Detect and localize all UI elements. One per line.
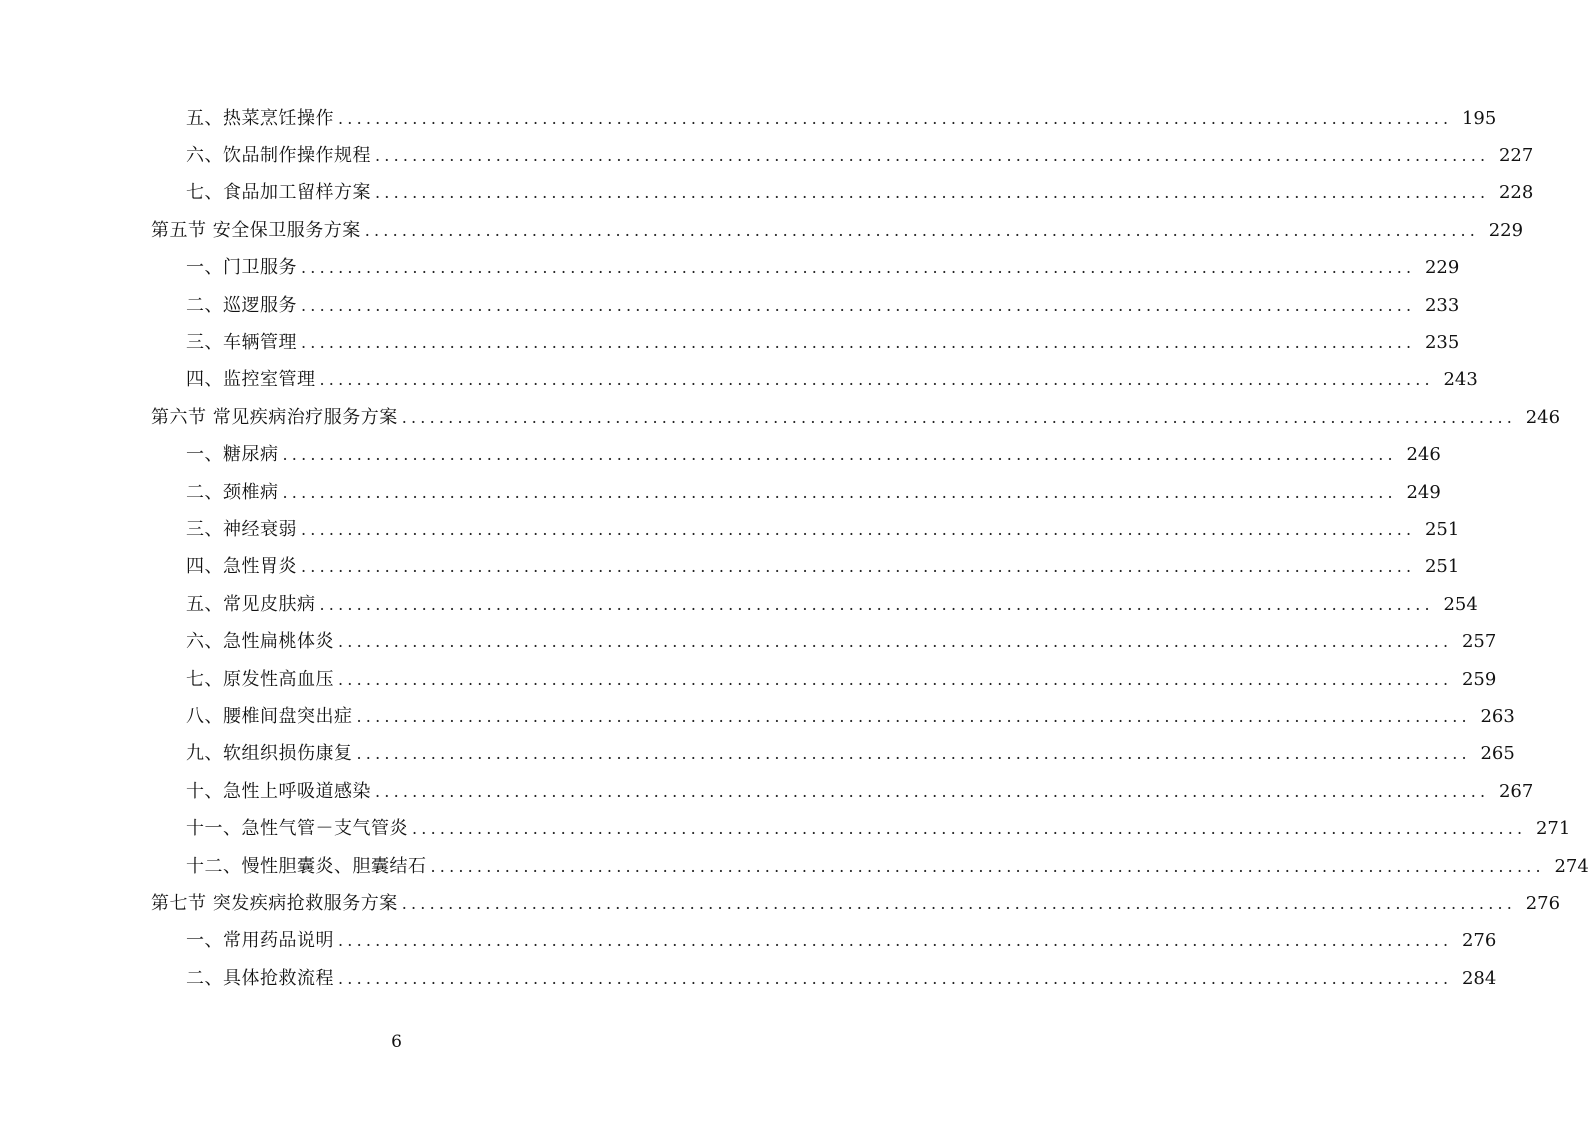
toc-entry-page: 259 <box>1461 668 1497 690</box>
toc-dot-leader: ........................................................................................................................ <box>301 333 1416 353</box>
toc-subsection-entry[interactable] <box>0 960 1497 997</box>
toc-entry-page: 276 <box>1461 930 1497 952</box>
toc-dot-leader: ........................................................................................................................ <box>375 146 1490 166</box>
toc-subsection-entry[interactable] <box>0 698 1515 735</box>
toc-entry-page: 276 <box>1525 892 1561 914</box>
toc-dot-leader: ........................................................................................................................ <box>364 220 1480 240</box>
toc-dot-leader: ........................................................................................................................ <box>375 781 1490 801</box>
toc-dot-leader: ........................................................................................................................ <box>319 594 1434 614</box>
toc-entry-page: 251 <box>1424 556 1460 578</box>
toc-entry-title: 七、食品加工留样方案 <box>186 182 371 204</box>
toc-entry-title: 十、急性上呼吸道感染 <box>186 780 371 802</box>
toc-subsection-entry[interactable] <box>0 250 1460 287</box>
toc-section-entry[interactable] <box>0 885 1561 922</box>
toc-entry-title: 三、神经衰弱 <box>186 518 297 540</box>
toc-entry-page: 243 <box>1443 369 1478 391</box>
toc-entry-title: 第六节 常见疾病治疗服务方案 <box>151 406 398 428</box>
toc-entry-title: 第五节 安全保卫服务方案 <box>151 219 361 241</box>
toc-entry-page: 235 <box>1424 332 1460 354</box>
toc-entry-title: 五、热菜烹饪操作 <box>186 107 334 129</box>
toc-subsection-entry[interactable] <box>0 549 1460 586</box>
toc-dot-leader: ........................................................................................................................ <box>301 519 1416 539</box>
toc-entry-title: 一、糖尿病 <box>186 444 279 466</box>
toc-entry-title: 六、急性扁桃体炎 <box>186 631 334 653</box>
toc-entry-title: 四、急性胃炎 <box>186 556 297 578</box>
toc-entry-page: 229 <box>1488 219 1524 241</box>
toc-subsection-entry[interactable] <box>0 923 1497 960</box>
toc-entry-title: 第七节 突发疾病抢救服务方案 <box>151 892 398 914</box>
toc-subsection-entry[interactable] <box>0 661 1497 698</box>
toc-dot-leader: ........................................................................................................................ <box>282 445 1397 465</box>
toc-entry-page: 246 <box>1525 406 1561 428</box>
toc-dot-leader: ........................................................................................................................ <box>301 295 1416 315</box>
toc-entry-page: 249 <box>1406 481 1441 503</box>
toc-dot-leader: ........................................................................................................................ <box>401 893 1517 913</box>
toc-subsection-entry[interactable] <box>0 287 1460 324</box>
toc-subsection-entry[interactable] <box>0 736 1515 773</box>
toc-entry-title: 九、软组织损伤康复 <box>186 743 353 765</box>
table-of-contents <box>0 100 1589 997</box>
toc-subsection-entry[interactable] <box>0 175 1534 212</box>
toc-dot-leader: ........................................................................................................................ <box>338 632 1453 652</box>
toc-subsection-entry[interactable] <box>0 437 1441 474</box>
toc-entry-title: 一、常用药品说明 <box>186 930 334 952</box>
toc-entry-page: 229 <box>1424 257 1460 279</box>
toc-entry-title: 二、巡逻服务 <box>186 294 297 316</box>
toc-section-entry[interactable] <box>0 399 1561 436</box>
toc-entry-page: 265 <box>1480 743 1515 765</box>
toc-entry-title: 十二、慢性胆囊炎、胆囊结石 <box>186 855 427 877</box>
toc-entry-title: 三、车辆管理 <box>186 332 297 354</box>
toc-entry-title: 二、颈椎病 <box>186 481 279 503</box>
toc-entry-page: 195 <box>1461 107 1497 129</box>
toc-entry-page: 271 <box>1535 818 1571 840</box>
toc-entry-page: 274 <box>1554 855 1589 877</box>
toc-dot-leader: ........................................................................................................................ <box>401 407 1517 427</box>
toc-subsection-entry[interactable] <box>0 137 1534 174</box>
toc-subsection-entry[interactable] <box>0 362 1478 399</box>
toc-dot-leader: ........................................................................................................................ <box>412 819 1527 839</box>
toc-entry-title: 八、腰椎间盘突出症 <box>186 705 353 727</box>
toc-subsection-entry[interactable] <box>0 324 1460 361</box>
toc-entry-page: 254 <box>1443 593 1478 615</box>
toc-dot-leader: ........................................................................................................................ <box>338 669 1453 689</box>
page-number: 6 <box>391 1032 402 1052</box>
toc-entry-page: 233 <box>1424 294 1460 316</box>
toc-entry-title: 十一、急性气管－支气管炎 <box>186 818 408 840</box>
toc-entry-page: 246 <box>1406 444 1441 466</box>
toc-entry-title: 六、饮品制作操作规程 <box>186 145 371 167</box>
toc-section-entry[interactable] <box>0 212 1524 249</box>
toc-dot-leader: ........................................................................................................................ <box>301 258 1416 278</box>
toc-dot-leader: ........................................................................................................................ <box>430 856 1545 876</box>
toc-dot-leader: ........................................................................................................................ <box>338 108 1453 128</box>
toc-subsection-entry[interactable] <box>0 511 1460 548</box>
toc-dot-leader: ........................................................................................................................ <box>301 557 1416 577</box>
toc-subsection-entry[interactable] <box>0 474 1441 511</box>
toc-dot-leader: ........................................................................................................................ <box>319 370 1434 390</box>
toc-entry-page: 228 <box>1498 182 1534 204</box>
toc-dot-leader: ........................................................................................................................ <box>282 482 1397 502</box>
toc-dot-leader: ........................................................................................................................ <box>338 931 1453 951</box>
toc-dot-leader: ........................................................................................................................ <box>338 968 1453 988</box>
toc-subsection-entry[interactable] <box>0 810 1571 847</box>
toc-subsection-entry[interactable] <box>0 848 1589 885</box>
toc-entry-page: 257 <box>1461 631 1497 653</box>
toc-subsection-entry[interactable] <box>0 773 1534 810</box>
toc-entry-page: 263 <box>1480 705 1515 727</box>
toc-entry-page: 227 <box>1498 145 1534 167</box>
toc-dot-leader: ........................................................................................................................ <box>375 183 1490 203</box>
toc-entry-page: 251 <box>1424 518 1460 540</box>
toc-entry-title: 一、门卫服务 <box>186 257 297 279</box>
toc-subsection-entry[interactable] <box>0 100 1497 137</box>
toc-subsection-entry[interactable] <box>0 586 1478 623</box>
toc-entry-page: 284 <box>1461 967 1497 989</box>
toc-entry-title: 五、常见皮肤病 <box>186 593 316 615</box>
toc-dot-leader: ........................................................................................................................ <box>356 706 1471 726</box>
toc-entry-page: 267 <box>1498 780 1534 802</box>
toc-entry-title: 二、具体抢救流程 <box>186 967 334 989</box>
toc-dot-leader: ........................................................................................................................ <box>356 744 1471 764</box>
toc-subsection-entry[interactable] <box>0 623 1497 660</box>
toc-entry-title: 七、原发性高血压 <box>186 668 334 690</box>
toc-entry-title: 四、监控室管理 <box>186 369 316 391</box>
